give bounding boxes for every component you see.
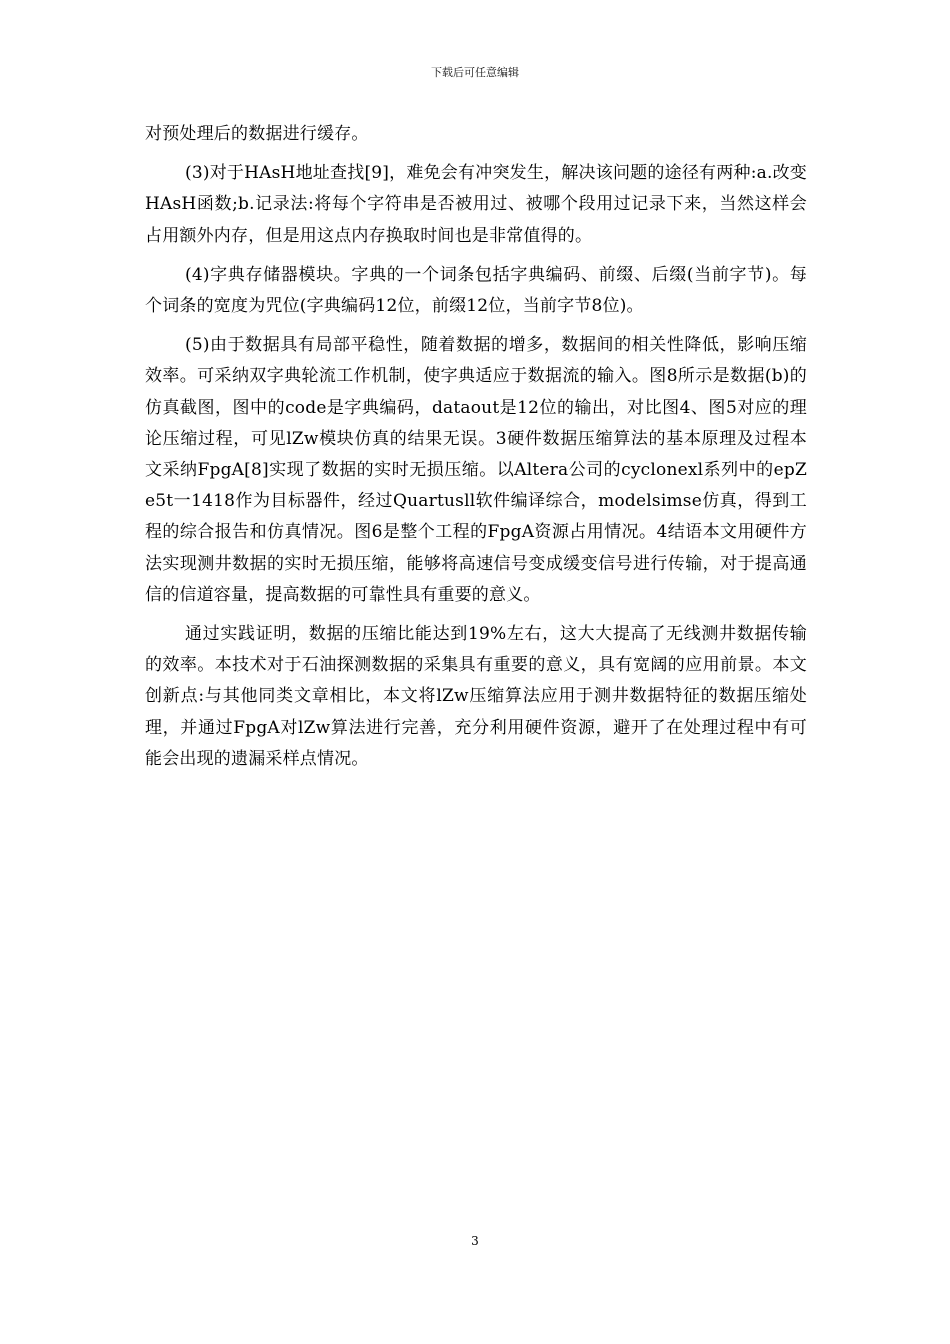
paragraph-5: 通过实践证明，数据的压缩比能达到19%左右，这大大提高了无线测井数据传输的效率。本技术对于石油探测数据的采集具有重要的意义，具有宽阔的应用前景。本文创新点:与其他同类文章相比，本文将lZw压缩算法应用于测井数据特征的数据压缩处理，并通过FpgA对lZw算法进行完善，充分利用硬件资源，避开了在处理过程中有可能会出现的遗漏采样点情况。 (145, 624, 807, 769)
paragraph-1: 对预处理后的数据进行缓存。 (145, 124, 369, 144)
document-body (145, 119, 807, 775)
page-number: 3 (471, 1234, 479, 1248)
paragraph-4: (5)由于数据具有局部平稳性，随着数据的增多，数据间的相关性降低，影响压缩效率。可采纳双字典轮流工作机制，使字典适应于数据流的输入。图8所示是数据(b)的仿真截图，图中的code是字典编码，dataout是12位的输出，对比图4、图5对应的理论压缩过程，可见lZw模块仿真的结果无误。3硬件数据压缩算法的基本原理及过程本文采纳FpgA[8]实现了数据的实时无损压缩。以Altera公司的cyclonexl系列中的epZe5t一1418作为目标器件，经过Quartusll软件编译综合，modelsimse仿真，得到工程的综合报告和仿真情况。图6是整个工程的FpgA资源占用情况。4结语本文用硬件方法实现测井数据的实时无损压缩，能够将高速信号变成缓变信号进行传输，对于提高通信的信道容量，提高数据的可靠性具有重要的意义。 (145, 335, 807, 605)
paragraph-2: (3)对于HAsH地址查找[9]，难免会有冲突发生，解决该问题的途径有两种:a.改变HAsH函数;b.记录法:将每个字符串是否被用过、被哪个段用过记录下来，当然这样会占用额外内存，但是用这点内存换取时间也是非常值得的。 (145, 163, 807, 246)
page-header: 下载后可任意编辑 (431, 66, 519, 79)
paragraph-3: (4)字典存储器模块。字典的一个词条包括字典编码、前缀、后缀(当前字节)。每个词条的宽度为咒位(字典编码12位，前缀12位，当前字节8位)。 (145, 264, 807, 317)
